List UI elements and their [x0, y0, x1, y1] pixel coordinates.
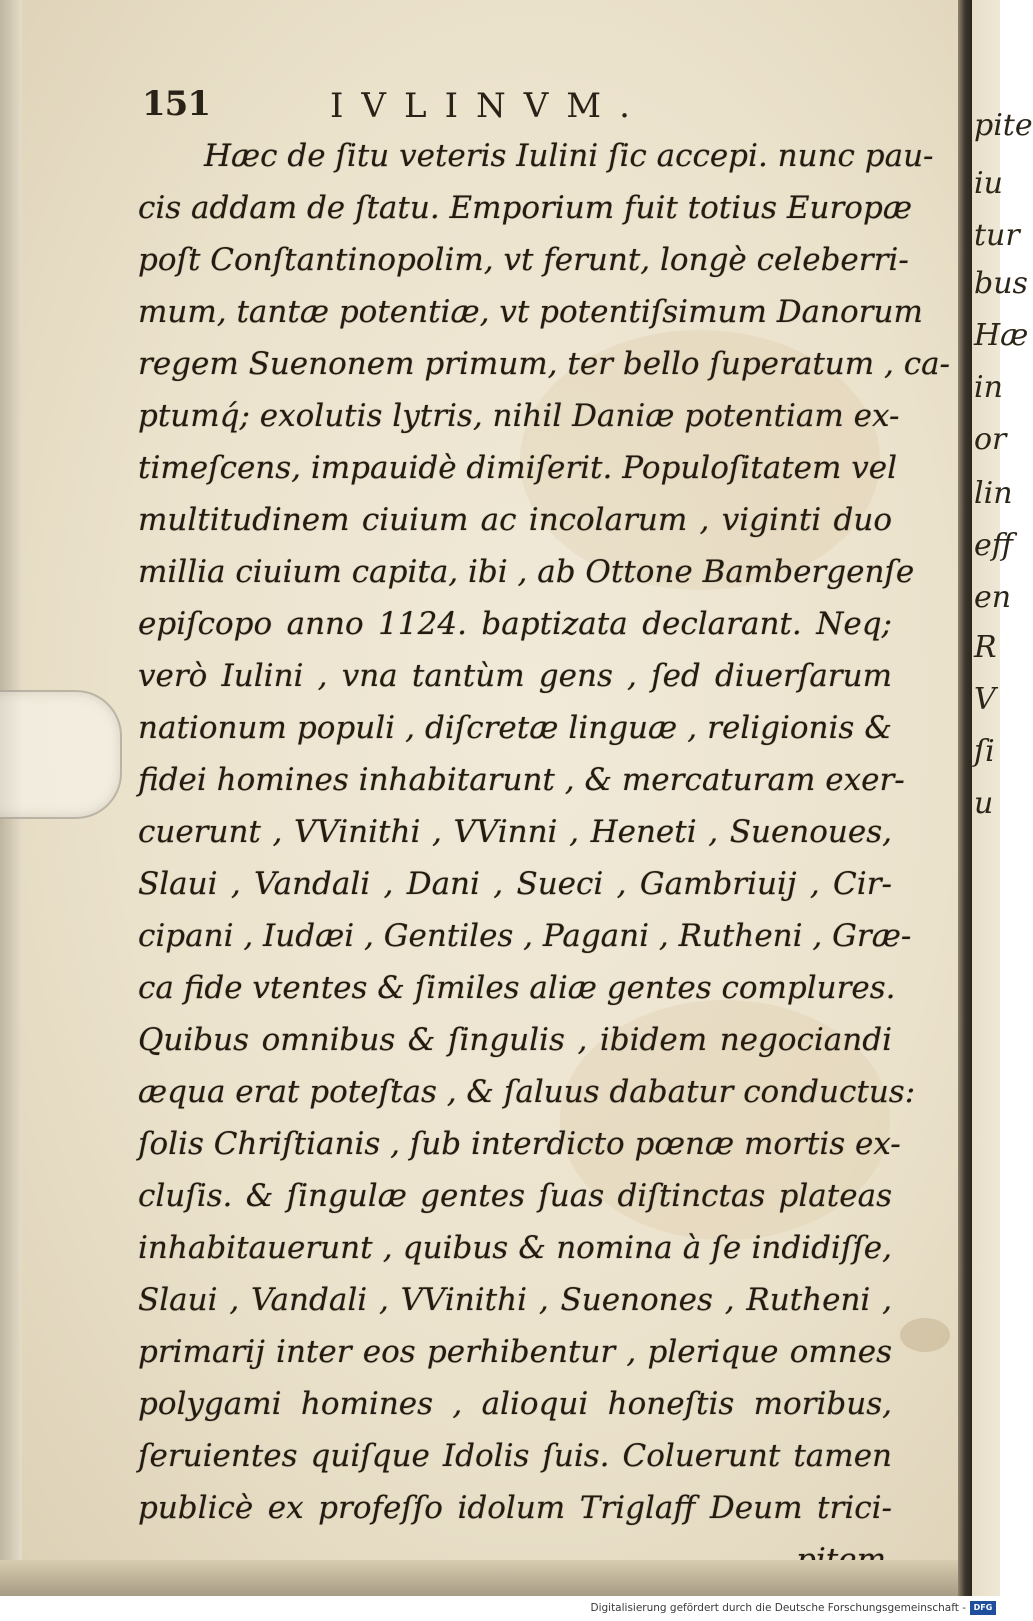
facing-page-fragment: en — [974, 580, 1012, 615]
page-number: 151 — [142, 84, 210, 124]
facing-page-fragment: iu — [974, 166, 1003, 201]
paper-stain — [900, 1318, 950, 1352]
text-line: timeſcens, impauidè dimiſerit. Populoſitatem vel — [138, 450, 898, 486]
page-clip — [0, 690, 122, 819]
text-line: polygami homines , alioqui honeſtis moribus, — [138, 1386, 892, 1422]
running-head: IVLINVM. — [330, 86, 648, 126]
page-bottom-edge — [0, 1560, 972, 1596]
text-line: nationum populi , diſcretæ linguæ , religionis & — [138, 710, 892, 746]
text-line: cluſis. & ſingulæ gentes ſuas diſtinctas plateas — [138, 1178, 892, 1214]
text-line: ſeruientes quiſque Idolis ſuis. Coluerunt tamen — [138, 1438, 892, 1474]
text-line: millia ciuium capita, ibi , ab Ottone Bambergenſe — [138, 554, 915, 590]
text-line: regem Suenonem primum, ter bello ſuperatum , ca- — [138, 346, 951, 382]
text-line: Slaui , Vandali , VVinithi , Suenones , Rutheni , — [138, 1282, 892, 1318]
text-line: mum, tantæ potentiæ, vt potentiſsimum Danorum — [138, 294, 923, 330]
text-line: poſt Conſtantinopolim, vt ferunt, longè celeberri- — [138, 242, 909, 278]
text-line: ſolis Chriſtianis , ſub interdicto pœnæ mortis ex- — [138, 1126, 901, 1162]
text-line: multitudinem ciuium ac incolarum , viginti duo — [138, 502, 892, 538]
facing-page-fragment: pite — [974, 108, 1033, 143]
facing-page-fragment: in — [974, 370, 1003, 405]
page-header — [138, 84, 892, 130]
text-line: cis addam de ſtatu. Emporium fuit totius Europæ — [138, 190, 912, 226]
text-line: Slaui , Vandali , Dani , Sueci , Gambriuij , Cir- — [138, 866, 892, 902]
dfg-logo: DFG — [970, 1601, 996, 1615]
text-line: cuerunt , VVinithi , VVinni , Heneti , Suenoues, — [138, 814, 892, 850]
book-gutter — [958, 0, 972, 1596]
text-line: epiſcopo anno 1124. baptizata declarant. Neq; — [138, 606, 892, 642]
page-text-block — [138, 84, 951, 1586]
text-line: publicè ex profeſſo idolum Triglaff Deum trici- — [138, 1490, 892, 1526]
text-line: ca fide vtentes & ſimiles aliæ gentes complures. — [138, 970, 896, 1006]
funding-credit: Digitalisierung gefördert durch die Deutsche Forschungsgemeinschaft - — [590, 1602, 966, 1614]
facing-page-fragment: V — [974, 682, 996, 717]
digitization-footer — [0, 1596, 1000, 1621]
text-line: primarij inter eos perhibentur , plerique omnes — [138, 1334, 892, 1370]
text-line: æqua erat poteſtas , & ſaluus dabatur conductus: — [138, 1074, 916, 1110]
facing-page-fragment: tur — [974, 218, 1020, 253]
text-line: verò Iulini , vna tantùm gens , ſed diuerſarum — [138, 658, 892, 694]
facing-page-fragment: u — [974, 786, 994, 821]
text-line: Quibus omnibus & ſingulis , ibidem negociandi — [138, 1022, 892, 1058]
facing-page-edge — [972, 0, 1033, 1596]
facing-page-fragment: R — [974, 630, 997, 665]
facing-page-fragment: bus — [974, 266, 1028, 301]
text-line: cipani , Iudæi , Gentiles , Pagani , Rutheni , Græ- — [138, 918, 912, 954]
facing-page-fragment: lin — [974, 476, 1013, 511]
text-line: fidei homines inhabitarunt , & mercaturam exer- — [138, 762, 905, 798]
facing-page-fragment: ſi — [974, 734, 995, 769]
text-line: ptumq́; exolutis lytris, nihil Daniæ potentiam ex- — [138, 398, 900, 434]
facing-page-fragment: eff — [974, 528, 1014, 563]
facing-page-fragment: or — [974, 422, 1007, 457]
text-line: inhabitauerunt , quibus & nomina à ſe indidiſſe, — [138, 1230, 892, 1266]
facing-page-fragment: Hæ — [974, 318, 1029, 353]
text-line: Hæc de ſitu veteris Iulini ſic accepi. nunc pau- — [204, 138, 934, 174]
